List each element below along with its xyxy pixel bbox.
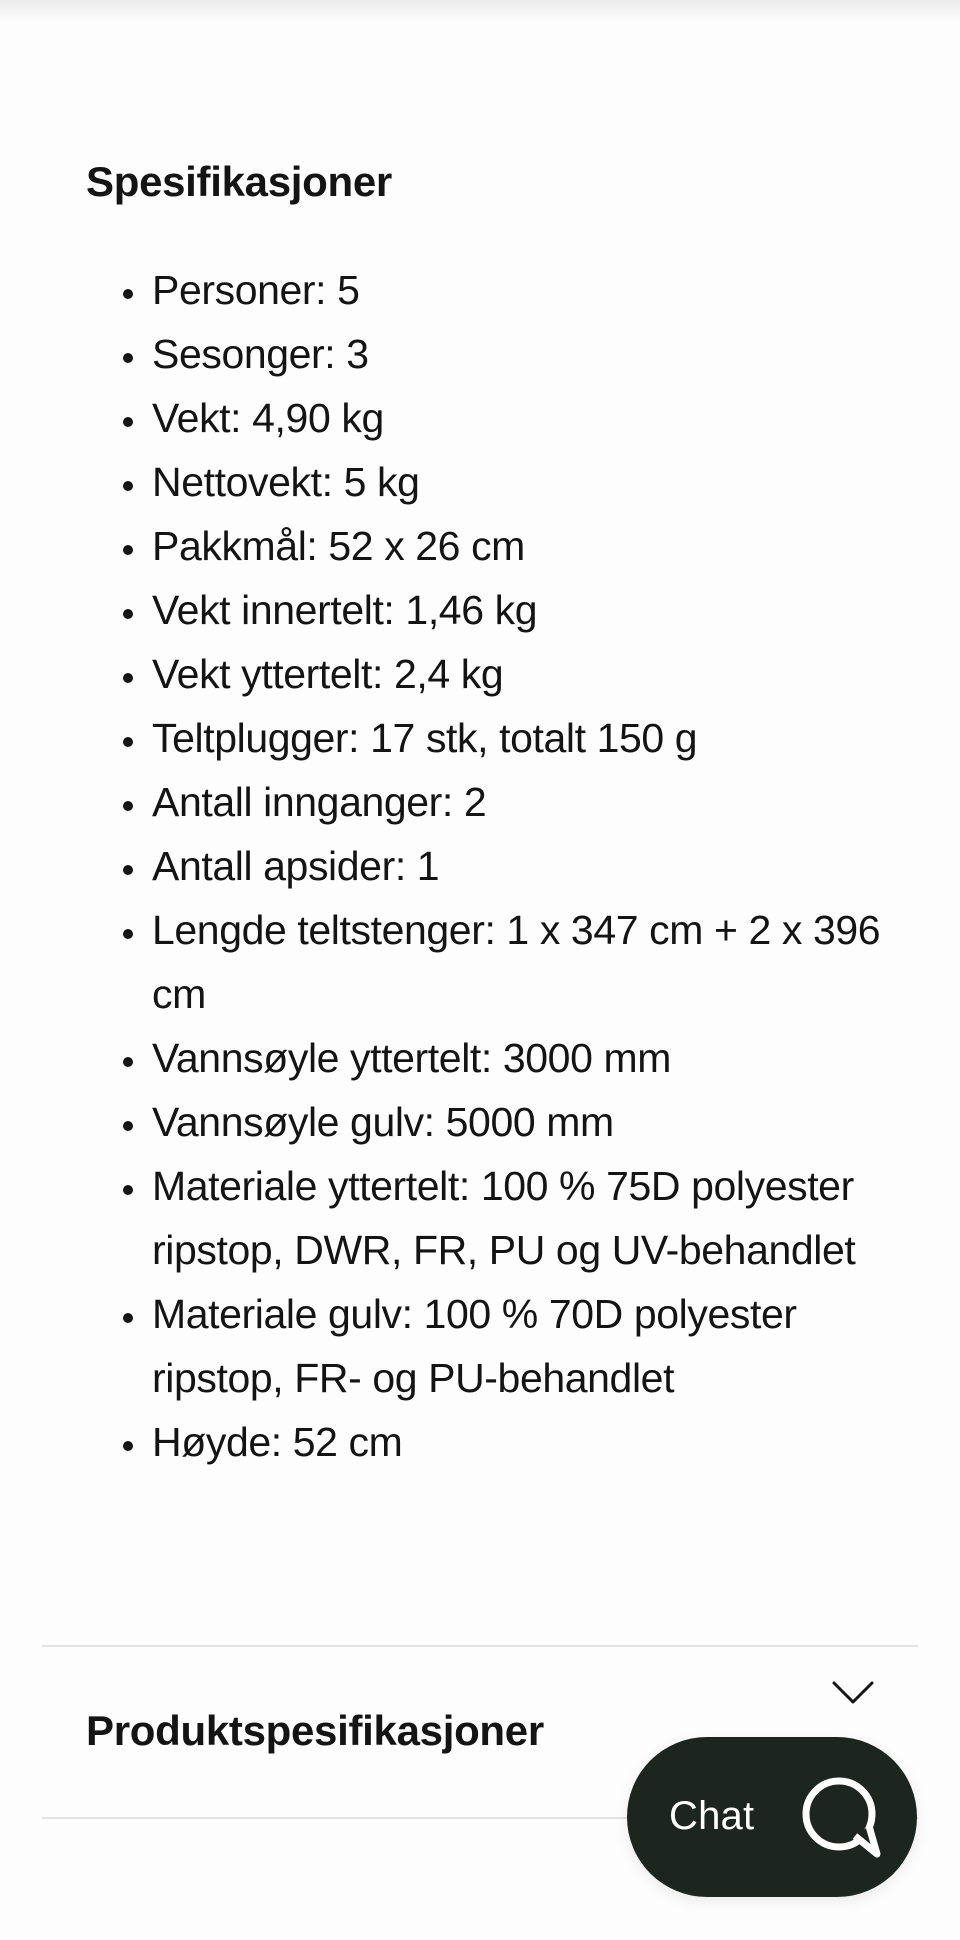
chat-button[interactable] <box>627 1737 917 1897</box>
spec-item: • Lengde teltstenger: 1 x 347 cm + 2 x 396 cm <box>150 898 906 1026</box>
spec-item: • Vekt yttertelt: 2,4 kg <box>150 642 906 706</box>
spec-item: • Antall apsider: 1 <box>150 834 906 898</box>
spec-item: • Pakkmål: 52 x 26 cm <box>150 514 906 578</box>
spec-item: • Personer: 5 <box>150 258 906 322</box>
spec-item: • Nettovekt: 5 kg <box>150 450 906 514</box>
spec-item: • Materiale yttertelt: 100 % 75D polyester ripstop, DWR, FR, PU og UV-behandlet <box>150 1154 906 1282</box>
spec-item: • Vekt innertelt: 1,46 kg <box>150 578 906 642</box>
chat-bubble-icon <box>795 1770 887 1862</box>
specifications-title: Spesifikasjoner <box>86 158 392 205</box>
spec-item: • Materiale gulv: 100 % 70D polyester ripstop, FR- og PU-behandlet <box>150 1282 906 1410</box>
accordion-title: Produktspesifikasjoner <box>86 1707 544 1754</box>
specifications-list <box>86 258 906 1474</box>
spec-item: • Høyde: 52 cm <box>150 1410 906 1474</box>
spec-item: • Teltplugger: 17 stk, totalt 150 g <box>150 706 906 770</box>
chat-label: Chat <box>669 1794 755 1838</box>
specifications-section <box>86 150 906 1474</box>
spec-item: • Vekt: 4,90 kg <box>150 386 906 450</box>
chevron-down-icon[interactable] <box>832 1681 874 1705</box>
spec-item: • Vannsøyle gulv: 5000 mm <box>150 1090 906 1154</box>
spec-item: • Antall innganger: 2 <box>150 770 906 834</box>
spec-item: • Sesonger: 3 <box>150 322 906 386</box>
spec-item: • Vannsøyle yttertelt: 3000 mm <box>150 1026 906 1090</box>
header-shadow <box>0 0 960 22</box>
